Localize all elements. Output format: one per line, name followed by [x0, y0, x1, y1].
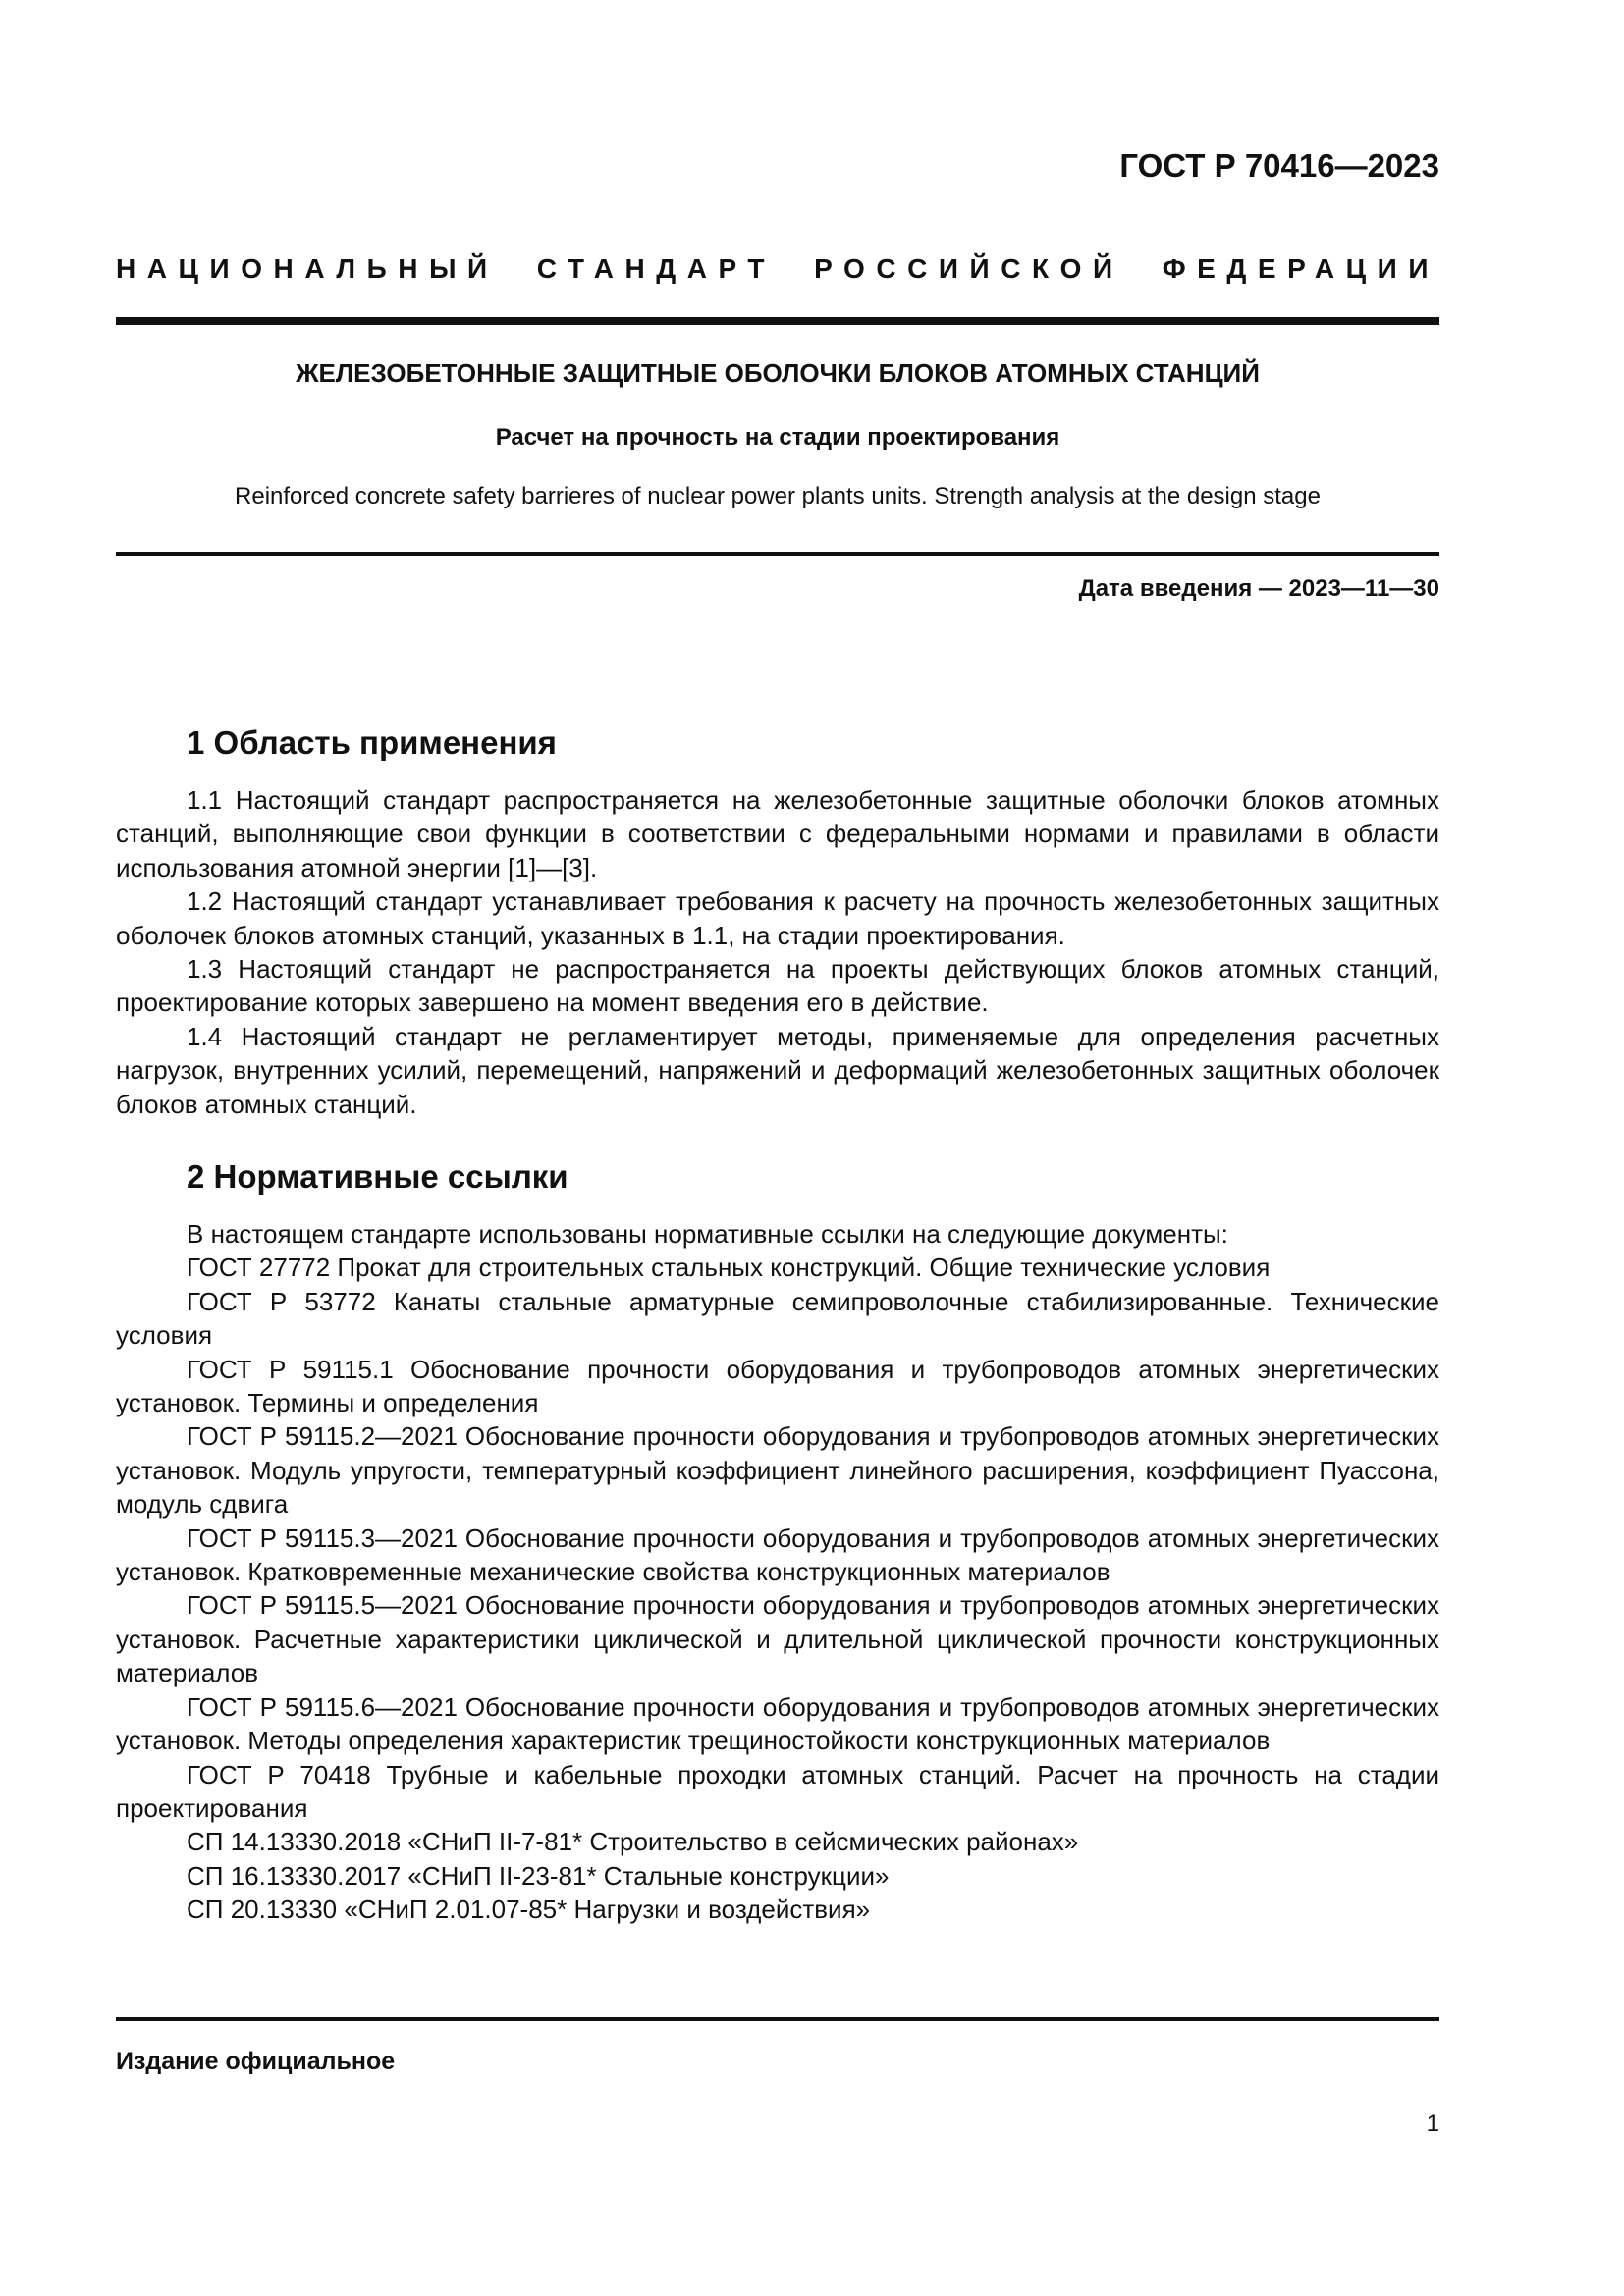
- section-2-body: [116, 1217, 1439, 1927]
- reference-item: ГОСТ Р 59115.1 Обоснование прочности оборудования и трубопроводов атомных энергетических установок. Термины и определения: [116, 1354, 1439, 1418]
- header-divider: [116, 317, 1439, 325]
- reference-item: ГОСТ Р 59115.2—2021 Обоснование прочности оборудования и трубопроводов атомных энергетических установок. Модуль упругости, температурный коэффициент линейного расширения, коэффициент Пуассона, модуль сдвига: [116, 1421, 1439, 1520]
- reference-item: СП 14.13330.2018 «СНиП II-7-81* Строительство в сейсмических районах»: [187, 1827, 1079, 1857]
- section-2-heading: 2 Нормативные ссылки: [187, 1158, 568, 1195]
- reference-item: ГОСТ Р 59115.3—2021 Обоснование прочности оборудования и трубопроводов атомных энергетических установок. Кратковременные механические свойства конструкционных материалов: [116, 1522, 1439, 1587]
- title-divider: [116, 552, 1439, 556]
- national-standard-banner: НАЦИОНАЛЬНЫЙ СТАНДАРТ РОССИЙСКОЙ ФЕДЕРАЦИИ: [116, 253, 1439, 284]
- reference-item: ГОСТ Р 59115.5—2021 Обоснование прочности оборудования и трубопроводов атомных энергетических установок. Расчетные характеристики циклической и длительной циклической прочности конструкционных материалов: [116, 1590, 1439, 1688]
- english-title: Reinforced concrete safety barrieres of nuclear power plants units. Strength analysis at the design stage: [235, 483, 1321, 509]
- reference-item: ГОСТ Р 53772 Канаты стальные арматурные семипроволочные стабилизированные. Технические условия: [116, 1286, 1439, 1351]
- introduction-date: Дата введения — 2023—11—30: [1078, 575, 1439, 602]
- official-edition-label: Издание официальное: [116, 2048, 396, 2075]
- reference-item: ГОСТ 27772 Прокат для строительных стальных конструкций. Общие технические условия: [187, 1253, 1271, 1283]
- document-subtitle: Расчет на прочность на стадии проектирования: [495, 424, 1060, 451]
- paragraph-1-1: 1.1 Настоящий стандарт распространяется на железобетонные защитные оболочки блоков атомных станций, выполняющие свои функции в соответствии с федеральными нормами и правилами в области использования атомной энергии [1]—[3].: [116, 785, 1439, 882]
- section-1-body: [116, 783, 1439, 1121]
- section-1-heading: 1 Область применения: [187, 724, 557, 761]
- reference-item: ГОСТ Р 70418 Трубные и кабельные проходки атомных станций. Расчет на прочность на стадии проектирования: [116, 1759, 1439, 1823]
- paragraph-1-2: 1.2 Настоящий стандарт устанавливает требования к расчету на прочность железобетонных защитных оболочек блоков атомных станций, указанных в 1.1, на стадии проектирования.: [116, 886, 1439, 950]
- paragraph-1-4: 1.4 Настоящий стандарт не регламентирует методы, применяемые для определения расчетных нагрузок, внутренних усилий, перемещений, напряжений и деформаций железобетонных защитных оболочек блоков атомных станций.: [116, 1021, 1439, 1119]
- references-intro: В настоящем стандарте использованы нормативные ссылки на следующие документы:: [187, 1219, 1228, 1249]
- document-code: ГОСТ Р 70416—2023: [1119, 147, 1439, 184]
- paragraph-1-3: 1.3 Настоящий стандарт не распространяется на проекты действующих блоков атомных станций, проектирование которых завершено на момент введения его в действие.: [116, 954, 1439, 1018]
- reference-item: ГОСТ Р 59115.6—2021 Обоснование прочности оборудования и трубопроводов атомных энергетических установок. Методы определения характеристик трещиностойкости конструкционных материалов: [116, 1691, 1439, 1756]
- page-number: 1: [1426, 2110, 1439, 2137]
- document-title: ЖЕЛЕЗОБЕТОННЫЕ ЗАЩИТНЫЕ ОБОЛОЧКИ БЛОКОВ АТОМНЫХ СТАНЦИЙ: [296, 358, 1260, 388]
- reference-item: СП 16.13330.2017 «СНиП II-23-81* Стальные конструкции»: [187, 1860, 890, 1891]
- footer-divider: [116, 2017, 1439, 2021]
- reference-item: СП 20.13330 «СНиП 2.01.07-85* Нагрузки и воздействия»: [187, 1895, 871, 1925]
